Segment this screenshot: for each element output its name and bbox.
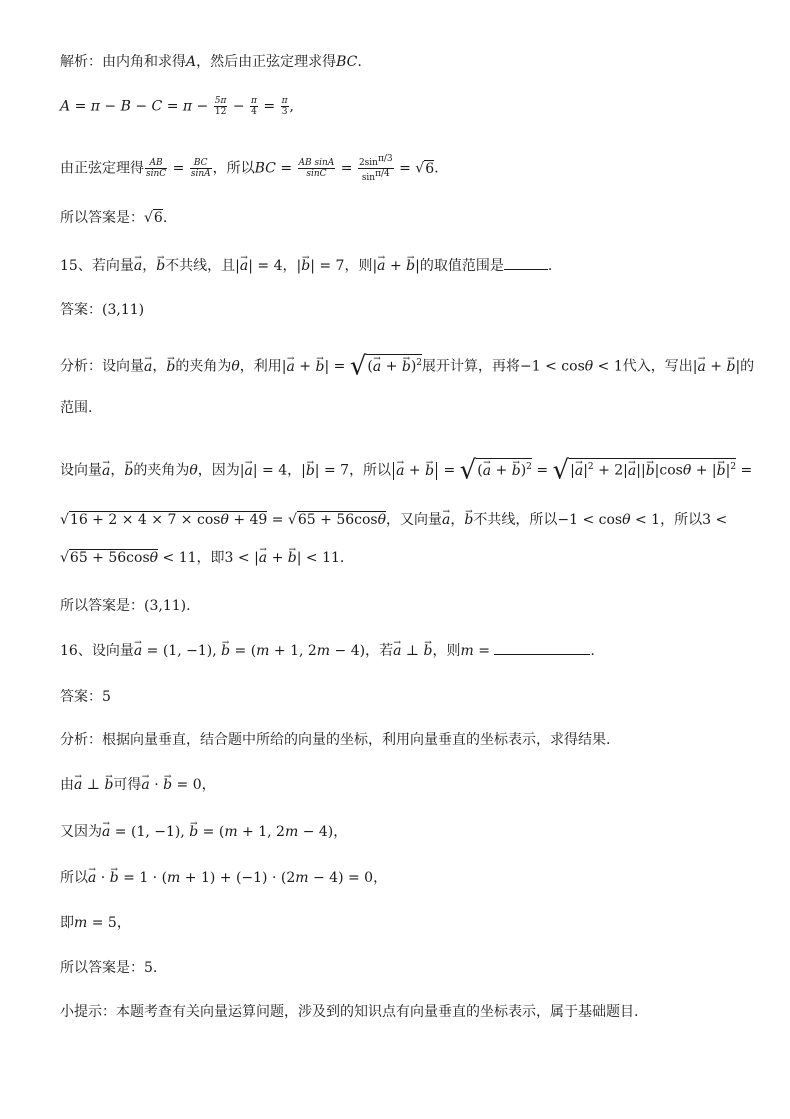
solution-15-text-3: ，因为 xyxy=(197,462,240,479)
period: . xyxy=(357,54,362,70)
question-15-text-2: 不共线，且 xyxy=(165,258,236,274)
solution-16-line-2: 又因为→ a = (1, −1), → b = (m + 1, 2m − 4)， xyxy=(60,822,347,842)
sine-law-text-2: ，所以 xyxy=(212,160,255,177)
solution-16-text-5: 即 xyxy=(60,915,74,931)
question-16-text: 设向量 xyxy=(91,643,134,659)
analysis-15-text-4: 展开计算，再将 xyxy=(422,358,521,375)
solution-16-line-3: 所以→ a · → b = 1 · (m + 1) + (−1) · (2m − 4) = 0， xyxy=(60,868,387,888)
solution-15-answer: 所以答案是：(3,11). xyxy=(60,598,191,614)
analysis-15-line-1: 分析：设向量→ a，→ b的夹角为θ，利用|→ a + → b| = √(→ a + → b)$^2$展开计算，再将−1 < cosθ < 1代入，写出|→ a + → b|的 xyxy=(60,354,754,377)
solution-15-text-2: 的夹角为 xyxy=(133,462,190,479)
question-16-number: 16、 xyxy=(60,643,92,659)
question-15: 15、若向量→ a，→ b不共线，且|→ a| = 4，|→ b| = 7，则|→ a + → b|的取值范围是 . xyxy=(60,256,552,276)
solution-15-text-5: ，又向量 xyxy=(386,512,443,528)
answer-blank-16[interactable] xyxy=(494,654,590,655)
sine-law-text: 由正弦定理得 xyxy=(60,160,144,177)
angle-a-equation: A = π − B − C = π − $\frac{5\pi}{12}$ − $\frac{\pi}{4}$ = $\frac{\pi}{3}$ , xyxy=(60,96,294,117)
solution-16-text: 由 xyxy=(60,777,74,793)
answer-line-16 xyxy=(60,958,157,978)
answer-label-14: 所以答案是： xyxy=(60,210,144,226)
analysis-16-text: 分析：根据向量垂直，结合题中所给的向量的坐标，利用向量垂直的坐标表示，求得结果. xyxy=(60,732,611,748)
answer-15-value: (3,11) xyxy=(102,302,145,318)
answer-16-text: 答案：5 xyxy=(60,689,111,705)
analysis-15-text-3: ，利用 xyxy=(239,358,282,375)
solution-15-line-1: 设向量→ a，→ b的夹角为θ，因为|→ a| = 4，|→ b| = 7，所以→ a + → b = √(→ a + → b)$^2$ = √|→ $a|^2 + 2|\to a||\to b|\cos\theta$ + |→ $b|^2$ = xyxy=(60,458,752,481)
question-15-number: 15、 xyxy=(60,258,92,274)
sine-law-equation: 由正弦定理得 $\frac{AB}{\sin C}$ = $\frac{BC}{\sin A}$ ，所以BC = $\frac{\text{AB sinA}}{\sin C}$ = $\frac{2\sin^{\pi/3}}{\sin^{\pi/4}}$ = √6. xyxy=(60,154,439,183)
question-16: 16、设向量→ a = (1, −1), → b = (m + 1, 2m − 4)，若→ a ⊥ → b，则m = . xyxy=(60,641,595,661)
answer-blank-15[interactable] xyxy=(504,269,548,270)
tip-line xyxy=(60,1002,638,1022)
question-15-text-3: ，则 xyxy=(344,258,373,274)
analysis-15-text-5: 代入，写出 xyxy=(622,358,693,375)
solution-15-text-4: ，所以 xyxy=(349,462,392,479)
solution-15-text: 设向量 xyxy=(60,462,102,479)
analysis-15-text-2: 的夹角为 xyxy=(175,358,232,375)
answer-line-14: 所以答案是：√6. xyxy=(60,210,168,226)
question-16-text-2: ，若 xyxy=(365,643,394,659)
solution-16-line-1: 由→ a ⊥ → b可得→ a · → b = 0， xyxy=(60,775,216,795)
solution-15-line-3: √65 + 56cosθ < 11，即3 < |→ a + → b| < 11. xyxy=(60,548,344,568)
analysis-intro-text: 解析：由内角和求得 xyxy=(60,54,186,70)
answer-15-label: 答案： xyxy=(60,302,102,318)
solution-15-text-8: ，即 xyxy=(196,550,225,566)
question-15-text: 若向量 xyxy=(91,258,134,274)
answer-16 xyxy=(60,687,111,707)
solution-16-text-3: 又因为 xyxy=(60,824,102,840)
solution-16-text-4: 所以 xyxy=(60,870,88,886)
analysis-15-text-6: 的 xyxy=(740,358,755,375)
analysis-15-line-2 xyxy=(60,398,92,418)
tip-text: 小提示：本题考查有关向量运算问题，涉及到的知识点有向量垂直的坐标表示，属于基础题目. xyxy=(60,1004,639,1020)
solution-15-text-6: 不共线，所以 xyxy=(473,512,558,528)
question-15-text-4: 的取值范围是 xyxy=(419,258,504,274)
analysis-16 xyxy=(60,730,610,750)
solution-16-text-2: 可得 xyxy=(113,777,142,793)
analysis-15-text: 分析：设向量 xyxy=(60,358,144,375)
solution-15-text-7: ，所以 xyxy=(660,512,703,528)
solution-16-answer: 所以答案是：5. xyxy=(60,960,158,976)
solution-16-line-4: 即m = 5， xyxy=(60,915,131,931)
answer-15 xyxy=(60,300,144,320)
analysis-intro-line: 解析：由内角和求得A，然后由正弦定理求得BC. xyxy=(60,54,362,70)
solution-15-line-2: √16 + 2 × 4 × 7 × cosθ + 49 = √65 + 56cosθ，又向量→ a，→ b不共线，所以−1 < cosθ < 1，所以3 < xyxy=(60,510,727,530)
analysis-15-text-7: 范围. xyxy=(60,400,93,416)
answer-line-15 xyxy=(60,596,191,616)
analysis-intro-text-2: ，然后由正弦定理求得 xyxy=(196,54,337,70)
question-16-text-3: ，则 xyxy=(432,643,461,659)
